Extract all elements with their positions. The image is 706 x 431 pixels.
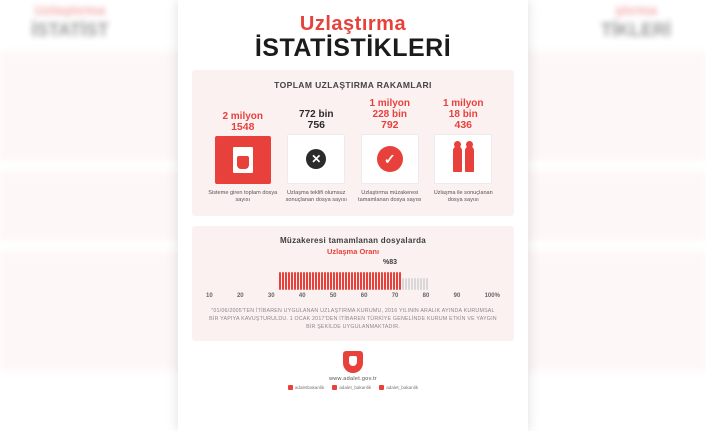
title-line-1: Uzlaştırma [299,13,407,35]
axis-tick-100: 100% [484,293,500,299]
axis-tick-20: 20 [236,293,244,299]
stat-caption-2: Uzlaşma teklifi olumsuz sonuçlanan dosya sayısı [285,190,347,203]
facebook-icon [288,385,293,390]
instagram-icon [379,385,384,390]
rate-bar [318,272,320,290]
stat-value-4-line3: 436 [454,119,473,131]
rate-bar [351,272,353,290]
rate-bar [306,272,308,290]
website-label[interactable]: www.adalet.gov.tr [328,376,378,382]
bg-left-title: Uzlaştırma [34,2,106,18]
facebook-link[interactable] [288,385,324,390]
rate-bar [375,272,377,290]
bg-left-subtitle: İSTATİST [31,20,109,40]
social-links [178,385,528,390]
rate-bar [324,272,326,290]
rate-bar [378,272,380,290]
stat-value-1 [206,109,280,133]
rate-bar [327,272,329,290]
rate-bar [387,272,389,290]
axis-tick-90: 90 [453,293,461,299]
stat-value-4-line2: 18 bin [448,109,478,120]
background-copy-left [0,0,180,431]
circle-x-icon: ✕ [306,149,326,169]
total-figures-panel [192,70,514,216]
rate-bar [333,272,335,290]
rate-bar [423,278,425,290]
facebook-label: adaletbakanlik [294,385,325,390]
rate-bar [282,272,284,290]
stat-icon-box-4 [434,134,492,184]
rate-bar [342,272,344,290]
rate-bar [393,272,395,290]
rate-bar [321,272,323,290]
twitter-link[interactable] [332,385,371,390]
section1-header: TOPLAM UZLAŞTIRMA RAKAMLARI [274,80,432,90]
stat-value-3-line1: 1 milyon [369,98,411,109]
rate-bar [354,272,356,290]
twitter-icon [332,385,337,390]
rate-bar [399,272,401,290]
rate-bar [420,278,422,290]
stat-icon-box-3 [361,134,419,184]
percent-label: %83 [382,259,397,266]
stat-value-3-line2: 228 bin [372,109,407,120]
rate-bar [285,272,287,290]
circle-check-icon: ✓ [377,146,403,172]
stat-value-1-line1: 2 milyon [222,111,264,122]
axis-tick-70: 70 [391,293,399,299]
background-copy-right [526,0,706,431]
rate-bar [309,272,311,290]
stat-value-2 [280,107,354,131]
stat-icon-box-2 [287,134,345,184]
rate-bar [390,272,392,290]
axis-tick-10: 10 [206,293,213,299]
rate-bar [411,278,413,290]
section2-header: Müzakeresi tamamlanan dosyalarda [279,236,427,245]
rate-bar [372,272,374,290]
stat-value-4 [427,98,501,131]
infographic-poster [178,0,528,431]
stat-caption-4: Uzlaşma ile sonuçlanan dosya sayısı [433,190,493,203]
background-copy-left-inner [0,0,180,381]
rate-bar [339,272,341,290]
rate-bar [345,272,347,290]
document-flame-icon [233,147,253,173]
instagram-label: adalet_bakanlik [386,385,419,390]
rate-bar [336,272,338,290]
rate-bar [288,272,290,290]
rate-bar-chart [202,268,504,290]
footnote-text: "01/06/2005'TEN İTİBAREN UYGULANAN UZLAŞTIRMA KURUMU, 2016 YILININ ARALIK AYINDA KURUMSAL BİR YAPIYA KAVUŞTURULDU. 1 OCAK 2017'DEN İTİBAREN TÜRKİYE GENELİNDE KURUM ETKİN VE YAYGIN BİR ŞEKİLDE UYGULANMAKTADIR. [209,308,497,330]
stat-value-3-line3: 792 [380,119,399,131]
twitter-label: adalet_bakanlik [339,385,372,390]
rate-bar [366,272,368,290]
rate-bar [294,272,296,290]
stat-icon-box-1 [215,136,271,184]
stat-value-4-line1: 1 milyon [442,98,484,109]
ministry-seal-icon [343,351,363,373]
axis-tick-40: 40 [298,293,306,299]
rate-bar [330,272,332,290]
stat-item-negative-results [280,107,354,204]
stat-item-files-entered [206,109,280,204]
rate-bar [300,272,302,290]
rate-bar [303,272,305,290]
stat-value-2-line2: 756 [307,119,326,131]
rate-bar [402,278,404,290]
rate-bar [417,278,419,290]
rate-bar [384,272,386,290]
axis-tick-60: 60 [360,293,368,299]
stats-row [200,98,506,204]
title-line-2: İSTATİSTİKLERİ [254,34,452,62]
rate-bar [312,272,314,290]
axis-tick-50: 50 [329,293,337,299]
stat-caption-3: Uzlaştırma müzakeresi tamamlanan dosya sayısı [358,190,422,203]
bg-right-subtitle: TİKLERİ [601,20,671,40]
stat-value-1-line2: 1548 [231,121,255,133]
background-copy-right-inner [526,0,706,381]
bg-right-title: ştırma [614,2,658,18]
rate-bar [426,278,428,290]
stat-item-negotiations-completed [353,98,427,204]
stat-item-settled [427,98,501,204]
rate-bar [348,272,350,290]
stat-value-3 [353,98,427,131]
two-people-icon [453,146,474,172]
poster-title [178,0,528,62]
instagram-link[interactable] [379,385,418,390]
rate-bar [369,272,371,290]
settlement-rate-panel [192,226,514,341]
rate-bar [315,272,317,290]
rate-bar [396,272,398,290]
section2-subheader: Uzlaşma Oranı [326,247,380,256]
rate-bar [291,272,293,290]
axis-tick-80: 80 [422,293,430,299]
rate-axis [202,290,504,299]
rate-bar [405,278,407,290]
rate-bar [297,272,299,290]
rate-bar [360,272,362,290]
rate-bar [279,272,281,290]
rate-bar [357,272,359,290]
rate-bar [414,278,416,290]
rate-bar [363,272,365,290]
stat-caption-1: Sisteme giren toplam dosya sayısı [208,190,278,203]
poster-footer [178,351,528,390]
axis-tick-30: 30 [267,293,275,299]
rate-bar [381,272,383,290]
rate-bar [408,278,410,290]
stat-value-2-line1: 772 bin [299,109,334,120]
